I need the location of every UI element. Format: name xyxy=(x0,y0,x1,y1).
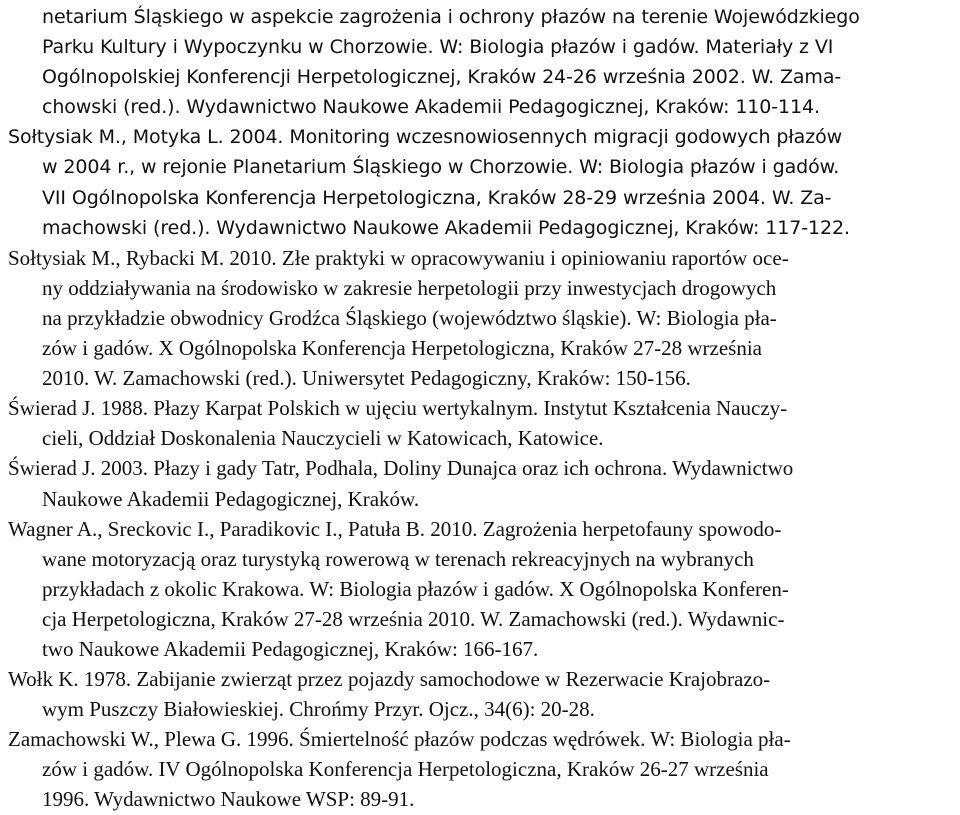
reference-line: wane motoryzacją oraz turystyką rowerową w terenach rekreacyjnych na wybranych xyxy=(42,546,754,571)
reference-line: Ogólnopolskiej Konferencji Herpetologicznej, Kraków 24-26 września 2002. W. Zama- xyxy=(42,66,842,89)
reference-line: zów i gadów. IV Ogólnopolska Konferencja Herpetologiczna, Kraków 26-27 września xyxy=(42,757,769,782)
reference-line: two Naukowe Akademii Pedagogicznej, Kraków: 166-167. xyxy=(42,636,539,661)
reference-line: Wołk K. 1978. Zabijanie zwierząt przez pojazdy samochodowe w Rezerwacie Krajobrazo- xyxy=(8,667,771,692)
reference-line: netarium Śląskiego w aspekcie zagrożenia i ochrony płazów na terenie Wojewódzkiego xyxy=(42,6,860,28)
reference-line: chowski (red.). Wydawnictwo Naukowe Akademii Pedagogicznej, Kraków: 110-114. xyxy=(42,96,820,119)
reference-line: Świerad J. 1988. Płazy Karpat Polskich w ujęciu wertykalnym. Instytut Kształcenia Nauczy- xyxy=(8,396,788,421)
reference-line: wym Puszczy Białowieskiej. Chrońmy Przyr. Ojcz., 34(6): 20-28. xyxy=(42,697,595,722)
reference-line: Sołtysiak M., Rybacki M. 2010. Złe praktyki w opracowywaniu i opiniowaniu raportów oce- xyxy=(8,245,789,270)
reference-line: ny oddziaływania na środowisko w zakresie herpetologii przy inwestycjach drogowych xyxy=(42,275,777,300)
reference-line: cja Herpetologiczna, Kraków 27-28 września 2010. W. Zamachowski (red.). Wydawnic- xyxy=(42,606,785,631)
reference-line: cieli, Oddział Doskonalenia Nauczycieli w Katowicach, Katowice. xyxy=(42,426,604,451)
reference-line: przykładach z okolic Krakowa. W: Biologia płazów i gadów. X Ogólnopolska Konferen- xyxy=(42,576,789,601)
reference-line: na przykładzie obwodnicy Grodźca Śląskiego (województwo śląskie). W: Biologia pła- xyxy=(42,305,777,330)
reference-line: Naukowe Akademii Pedagogicznej, Kraków. xyxy=(42,486,420,511)
reference-line: Parku Kultury i Wypoczynku w Chorzowie. W: Biologia płazów i gadów. Materiały z VI xyxy=(42,36,834,59)
reference-line: 1996. Wydawnictwo Naukowe WSP: 89-91. xyxy=(42,787,415,812)
reference-line: 2010. W. Zamachowski (red.). Uniwersytet Pedagogiczny, Kraków: 150-156. xyxy=(42,366,691,391)
reference-line: zów i gadów. X Ogólnopolska Konferencja Herpetologiczna, Kraków 27-28 września xyxy=(42,336,762,361)
reference-line: w 2004 r., w rejonie Planetarium Śląskiego w Chorzowie. W: Biologia płazów i gadów. xyxy=(42,156,840,179)
reference-line: Zamachowski W., Plewa G. 1996. Śmiertelność płazów podczas wędrówek. W: Biologia pła- xyxy=(8,727,791,752)
reference-line: Świerad J. 2003. Płazy i gady Tatr, Podhala, Doliny Dunajca oraz ich ochrona. Wydawnictwo xyxy=(8,456,794,481)
reference-line: Wagner A., Sreckovic I., Paradikovic I., Patuła B. 2010. Zagrożenia herpetofauny spowodo- xyxy=(8,516,782,541)
reference-line: VII Ogólnopolska Konferencja Herpetologiczna, Kraków 28-29 września 2004. W. Za- xyxy=(42,186,832,209)
reference-line: machowski (red.). Wydawnictwo Naukowe Akademii Pedagogicznej, Kraków: 117-122. xyxy=(42,216,850,239)
reference-line: Sołtysiak M., Motyka L. 2004. Monitoring wczesnowiosennych migracji godowych płazów xyxy=(8,126,843,149)
